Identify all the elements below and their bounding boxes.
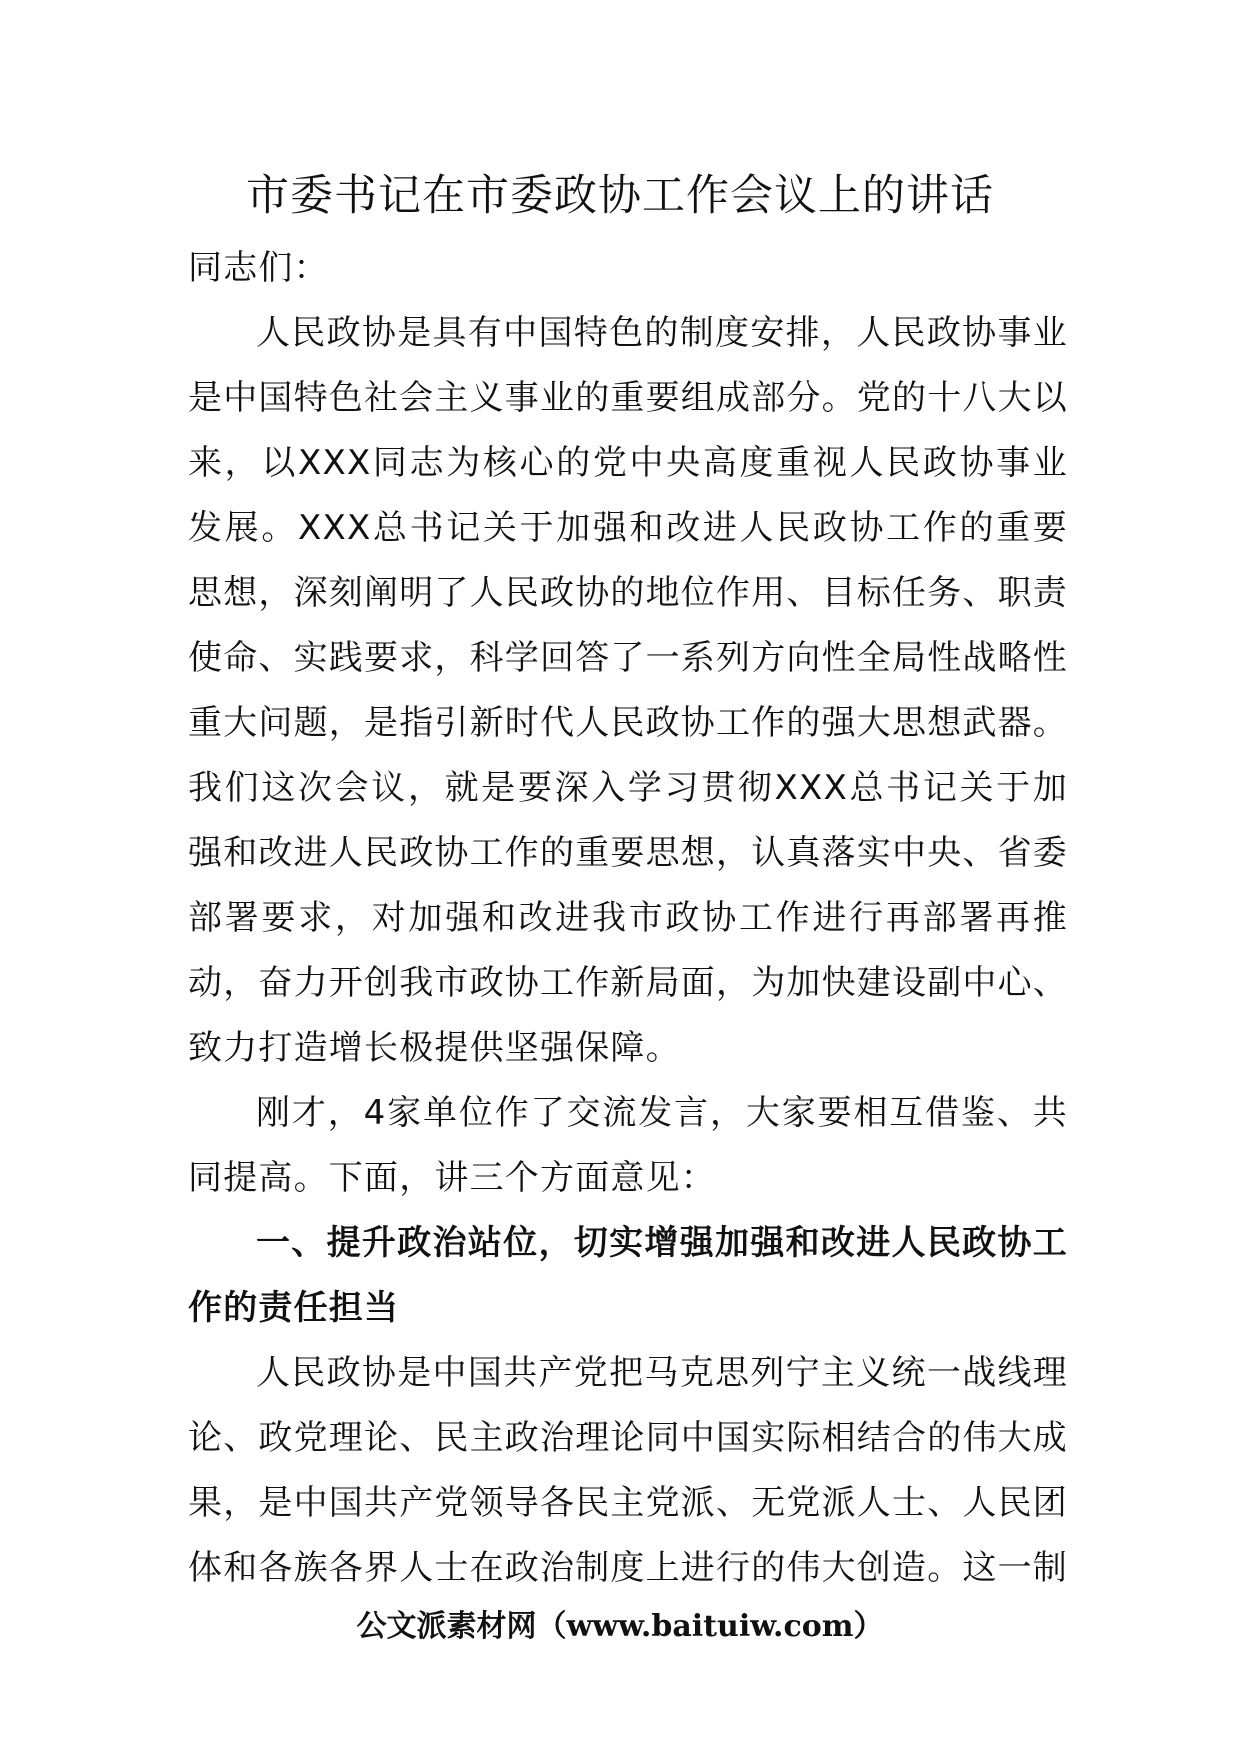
paragraph-intro: 人民政协是具有中国特色的制度安排，人民政协事业是中国特色社会主义事业的重要组成部分。党的十八大以来，以XXX同志为核心的党中央高度重视人民政协事业发展。XXX总书记关于加强和改进人民政协工作的重要思想，深刻阐明了人民政协的地位作用、目标任务、职责使命、实践要求，科学回答了一系列方向性全局性战略性重大问题，是指引新时代人民政协工作的强大思想武器。我们这次会议，就是要深入学习贯彻XXX总书记关于加强和改进人民政协工作的重要思想，认真落实中央、省委部署要求，对加强和改进我市政协工作进行再部署再推动，奋力开创我市政协工作新局面，为加快建设副中心、致力打造增长极提供坚强保障。 [188,313,1068,1068]
paragraph-section-1: 人民政协是中国共产党把马克思列宁主义统一战线理论、政党理论、民主政治理论同中国实际相结合的伟大成果，是中国共产党领导各民主党派、无党派人士、人民团体和各族各界人士在政治制度上进行的伟大创造。这一制 [188,1353,1068,1588]
section-heading-1: 一、提升政治站位，切实增强加强和改进人民政协工作的责任担当 [188,1223,1068,1328]
paragraph-exchange: 刚才，4家单位作了交流发言，大家要相互借鉴、共同提高。下面，讲三个方面意见： [188,1093,1068,1198]
salutation: 同志们： [188,248,329,288]
footer-watermark: 公文派素材网（www.baituiw.com） [356,1609,884,1644]
document-body [188,236,1068,1601]
document-title: 市委书记在市委政协工作会议上的讲话 [246,171,994,221]
